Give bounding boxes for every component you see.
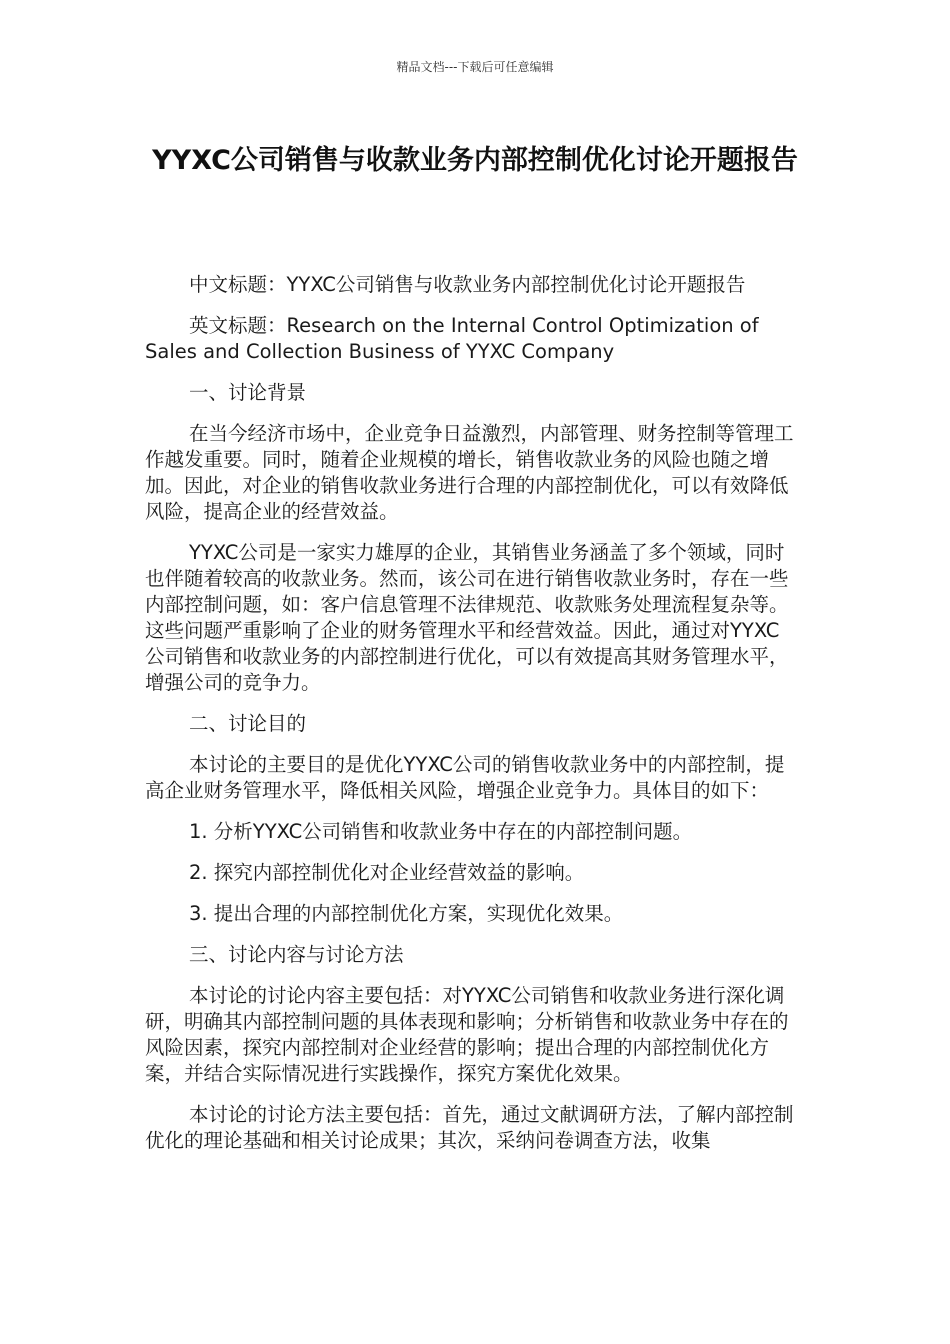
section-heading-purpose: 二、讨论目的 xyxy=(189,712,307,735)
chinese-title-line: 中文标题：YYXC公司销售与收款业务内部控制优化讨论开题报告 xyxy=(189,273,746,296)
paragraph-background-2: YYXC公司是一家实力雄厚的企业，其销售业务涵盖了多个领域，同时也伴随着较高的收款业务。然而，该公司在进行销售收款业务时，存在一些内部控制问题，如：客户信息管理不法律规范、收款账务处理流程复杂等。这些问题严重影响了企业的财务管理水平和经营效益。因此，通过对YYXC公司销售和收款业务的内部控制进行优化，可以有效提高其财务管理水平，增强公司的竞争力。 xyxy=(145,541,789,694)
document-body xyxy=(145,272,797,1169)
document-title: YYXC公司销售与收款业务内部控制优化讨论开题报告 xyxy=(152,145,798,176)
paragraph-background-1: 在当今经济市场中，企业竞争日益激烈，内部管理、财务控制等管理工作越发重要。同时，随着企业规模的增长，销售收款业务的风险也随之增加。因此，对企业的销售收款业务进行合理的内部控制优化，可以有效降低风险，提高企业的经营效益。 xyxy=(145,422,794,523)
list-item-2: 2. 探究内部控制优化对企业经营效益的影响。 xyxy=(189,861,585,884)
english-title-line: 英文标题：Research on the Internal Control Optimization of Sales and Collection Business of YYXC Company xyxy=(145,314,759,363)
section-heading-content-method: 三、讨论内容与讨论方法 xyxy=(189,943,404,966)
paragraph-content: 本讨论的讨论内容主要包括：对YYXC公司销售和收款业务进行深化调研，明确其内部控制问题的具体表现和影响；分析销售和收款业务中存在的风险因素，探究内部控制对企业经营的影响；提出合理的内部控制优化方案，并结合实际情况进行实践操作，探究方案优化效果。 xyxy=(145,984,789,1085)
header-note: 精品文档---下载后可任意编辑 xyxy=(396,60,554,74)
paragraph-purpose: 本讨论的主要目的是优化YYXC公司的销售收款业务中的内部控制，提高企业财务管理水平，降低相关风险，增强企业竞争力。具体目的如下： xyxy=(145,753,785,802)
list-item-1: 1. 分析YYXC公司销售和收款业务中存在的内部控制问题。 xyxy=(189,820,693,843)
section-heading-background: 一、讨论背景 xyxy=(189,381,307,404)
list-item-3: 3. 提出合理的内部控制优化方案，实现优化效果。 xyxy=(189,902,624,925)
paragraph-method: 本讨论的讨论方法主要包括：首先，通过文献调研方法，了解内部控制优化的理论基础和相关讨论成果；其次，采纳问卷调查方法，收集 xyxy=(145,1103,794,1152)
